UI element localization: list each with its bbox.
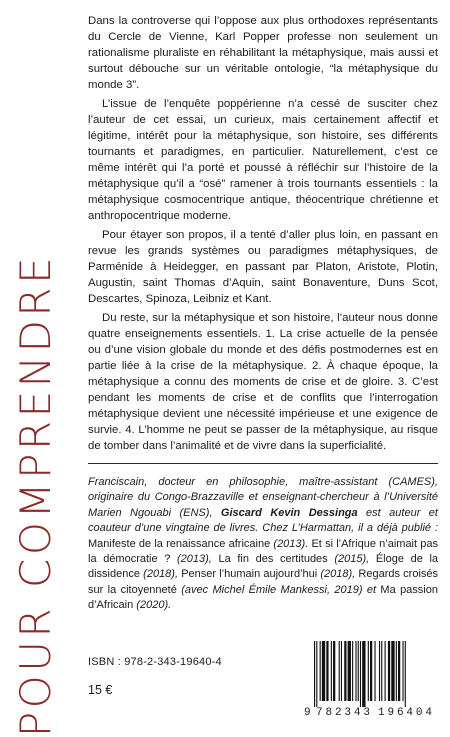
barcode-bar [339,641,340,701]
barcode-bar [320,641,321,701]
paragraph-1: Dans la controverse qui l’oppose aux plus orthodoxes représentants du Cercle de Vienne, Karl Popper professe non seulement un rationalisme pluraliste en réhabilitant la métaphysique, mais aussi et surtout débouche sur un véritable ontologie, “la métaphysique du monde 3”. [88,15,438,91]
barcode-bars [314,641,406,707]
barcode-bar [341,641,342,701]
author-bio: Franciscain, docteur en philosophie, maître-assistant (CAMES), originaire du Congo-Brazzaville et enseignant-chercheur à l’Université Marien Ngouabi (ENS), Giscard Kevin Dessinga est auteur et coauteur d’une vingtaine de livres. Chez L’Harmattan, il a déjà publié : Manifeste de la renaissance africaine (2013). Et si l’Afrique n’aimait pas la démocratie ? (2013), La fin des certitudes (2015), Éloge de la dissidence (2018), Penser l’humain aujourd’hui (2018), Regards croisés sur la citoyenneté (avec Michel Émile Mankessi, 2019) et Ma passion d’Africain (2020). [88,476,439,612]
series-title-text: POUR COMPRENDRE [11,253,61,737]
book-title: Ma passion d’Africain [88,583,438,612]
barcode-bar [374,641,375,701]
barcode-bar [362,641,365,707]
barcode-bar [385,641,386,701]
paragraph-3: Pour étayer son propos, il a tenté d’aller plus loin, en passant en revue les grands systèmes ou paradigmes métaphysiques, de Parménide à Heidegger, en passant par Platon, Aristote, Plotin, Augustin, saint Thomas d’Aquin, saint Bonaventure, Duns Scot, Descartes, Spinoza, Leibniz et Kant. [88,229,438,305]
barcode-bar [379,641,380,701]
paragraph-4: Du reste, sur la métaphysique et son histoire, l’auteur nous donne quatre enseignements essentiels. 1. La crise actuelle de la pensée ou d’une vision globale du monde et des défis postmodernes est en partie liée à la crise de la métaphysique. 2. À chaque époque, la métaphysique a connu des moments de crise et de gloire. 3. C’est pendant les moments de crise et de conflits que l’interrogation métaphysique devient une nécessité impérieuse et une exigence de survie. 4. L’homme ne peut se passer de la métaphysique, au risque de tomber dans l’animalité et de vivre dans la superficialité. [88,312,438,452]
barcode-bar [331,641,332,701]
barcode-lead-digit: 9 [304,707,311,717]
barcode [304,639,438,717]
book-title: Et si l’Afrique n’aimait pas la démocratie ? [88,537,438,566]
book-title: Regards croisés sur la citoyenneté [88,568,439,596]
barcode-bar [344,641,346,701]
barcode-bar [398,641,400,701]
book-title: Manifeste de la renaissance africaine [88,537,271,550]
barcode-bar [368,641,369,701]
barcode-right-digits: 196404 [378,707,432,717]
barcode-bar [355,641,356,701]
author-name: Giscard Kevin Dessinga [220,506,358,519]
barcode-bar [333,641,335,701]
price-label: 15 € [88,683,113,697]
barcode-bar [402,641,403,701]
paragraph-2: L’issue de l’enquête poppérienne n’a cessé de susciter chez l’auteur de cet essai, un curieux, mais certainement affectif et légitime, intérêt pour la métaphysique, son histoire, ses différents tournants et paradigmes, en particulier. Naturellement, c’est ce même intérêt qui l’a porté et poussé à réfléchir sur l’histoire de la métaphysique qu’il a “osé” ramener à trois tournants essentiels : la métaphysique cosmocentrique antique, théocentrique chrétienne et anthropocentrique moderne. [88,98,438,222]
barcode-bar [396,641,397,701]
barcode-bar [314,641,315,707]
barcode-bar [391,641,394,701]
barcode-bar [348,641,351,701]
book-title: La fin des certitudes [218,553,328,566]
barcode-bar [322,641,325,701]
divider [88,463,438,464]
book-title: Éloge de la dissidence [88,553,439,581]
barcode-bar [358,641,359,701]
barcode-bar [326,641,328,701]
barcode-bar [360,641,361,707]
back-cover-text [88,13,438,617]
series-title-vertical [8,253,64,737]
isbn-label: ISBN : 978-2-343-19640-4 [88,656,222,668]
barcode-bar [388,641,390,701]
barcode-left-digits: 782343 [316,707,370,717]
barcode-bar [381,641,382,701]
barcode-bar [405,641,406,707]
barcode-bar [352,641,353,701]
book-title: Penser l’humain aujourd’hui [181,568,318,581]
barcode-bar [370,641,372,701]
barcode-bar [316,641,317,707]
